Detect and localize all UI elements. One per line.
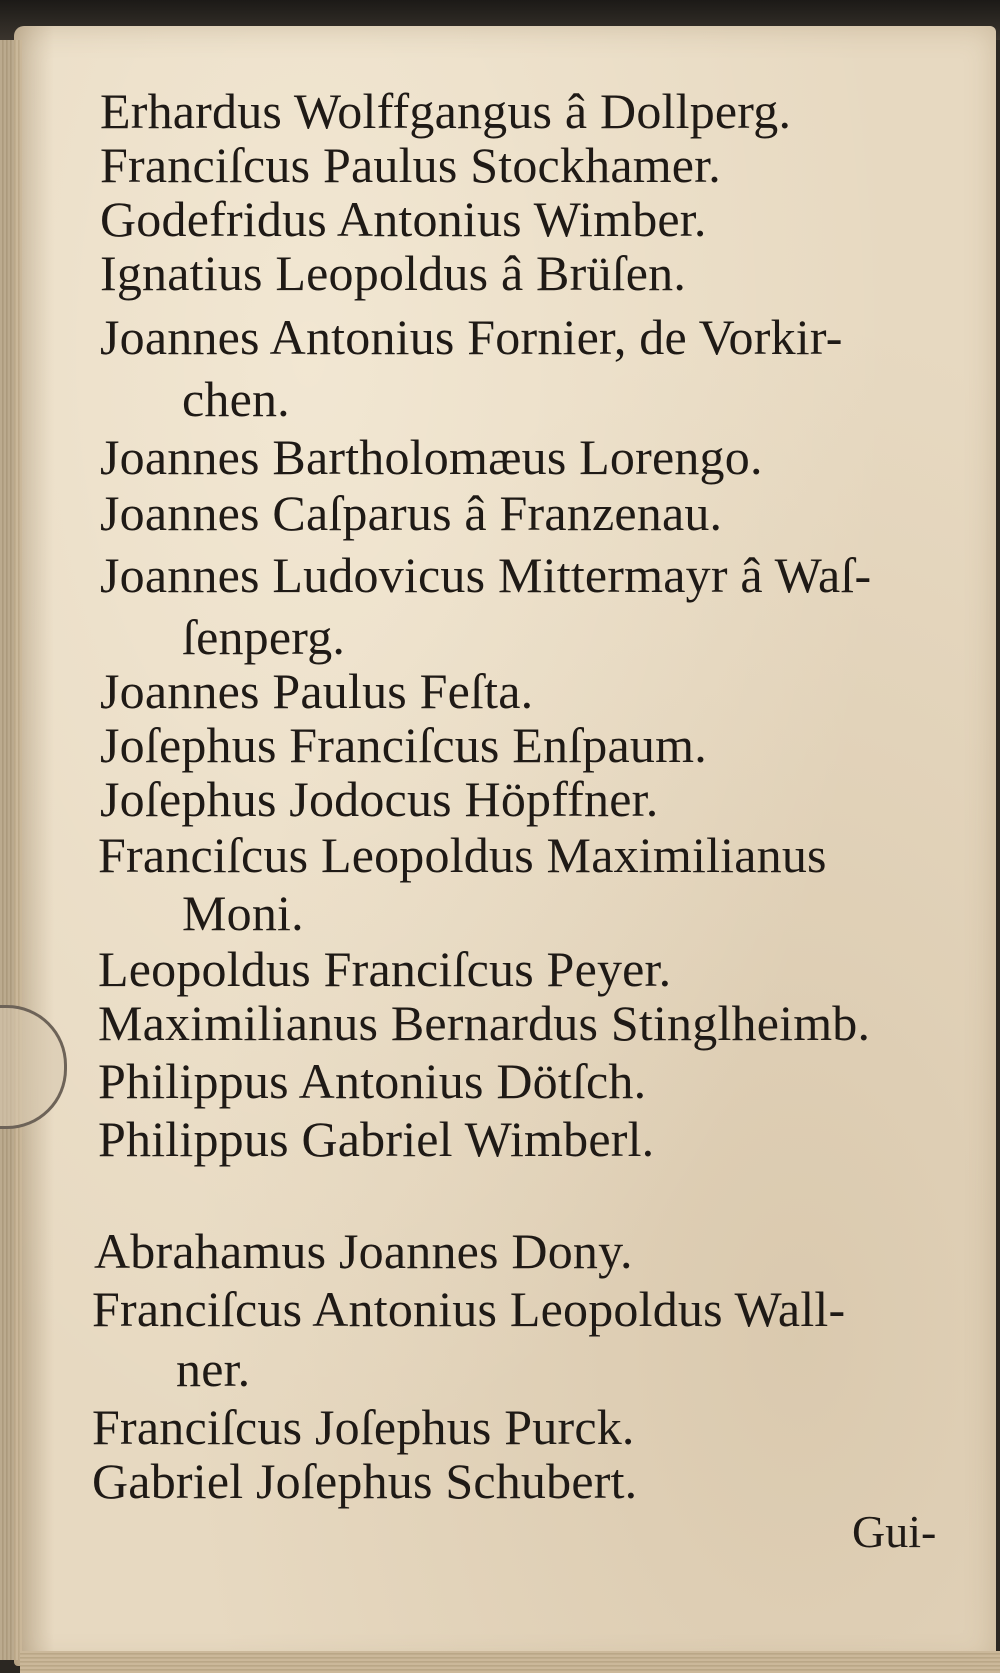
list-item: Joſephus Jodocus Höpffner. [100,771,659,827]
list-item: Ignatius Leopoldus â Brüſen. [100,245,687,301]
list-item: Joannes Bartholomæus Lorengo. [100,429,763,485]
list-item: Abrahamus Joannes Dony. [94,1223,633,1279]
catchword: Gui- [852,1506,937,1557]
list-item: Godefridus Antonius Wimber. [100,191,707,247]
list-item: Franciſcus Antonius Leopoldus Wall- [92,1281,846,1337]
list-item: Joannes Antonius Fornier, de Vorkir- [100,309,843,365]
list-item: Philippus Gabriel Wimberl. [98,1111,655,1167]
list-item: Franciſcus Joſephus Purck. [92,1399,635,1455]
list-item: Philippus Antonius Dötſch. [98,1053,647,1109]
list-item: Erhardus Wolffgangus â Dollperg. [100,83,792,139]
list-item: Joannes Caſparus â Franzenau. [100,485,723,541]
list-item: Franciſcus Paulus Stockhamer. [100,137,721,193]
list-item: Joſephus Franciſcus Enſpaum. [100,717,707,773]
list-item: Gabriel Joſephus Schubert. [92,1453,638,1509]
list-item: Joannes Paulus Feſta. [100,663,534,719]
list-item: Joannes Ludovicus Mittermayr â Waſ- [100,547,872,603]
list-item-continuation: ſenperg. [182,609,346,665]
list-item-continuation: chen. [182,371,290,427]
list-item-continuation: Moni. [182,885,304,941]
list-item: Franciſcus Leopoldus Maximilianus [98,827,827,883]
list-item: Maximilianus Bernardus Stinglheimb. [98,995,871,1051]
list-item: Leopoldus Franciſcus Peyer. [98,941,672,997]
list-item-continuation: ner. [176,1341,251,1397]
